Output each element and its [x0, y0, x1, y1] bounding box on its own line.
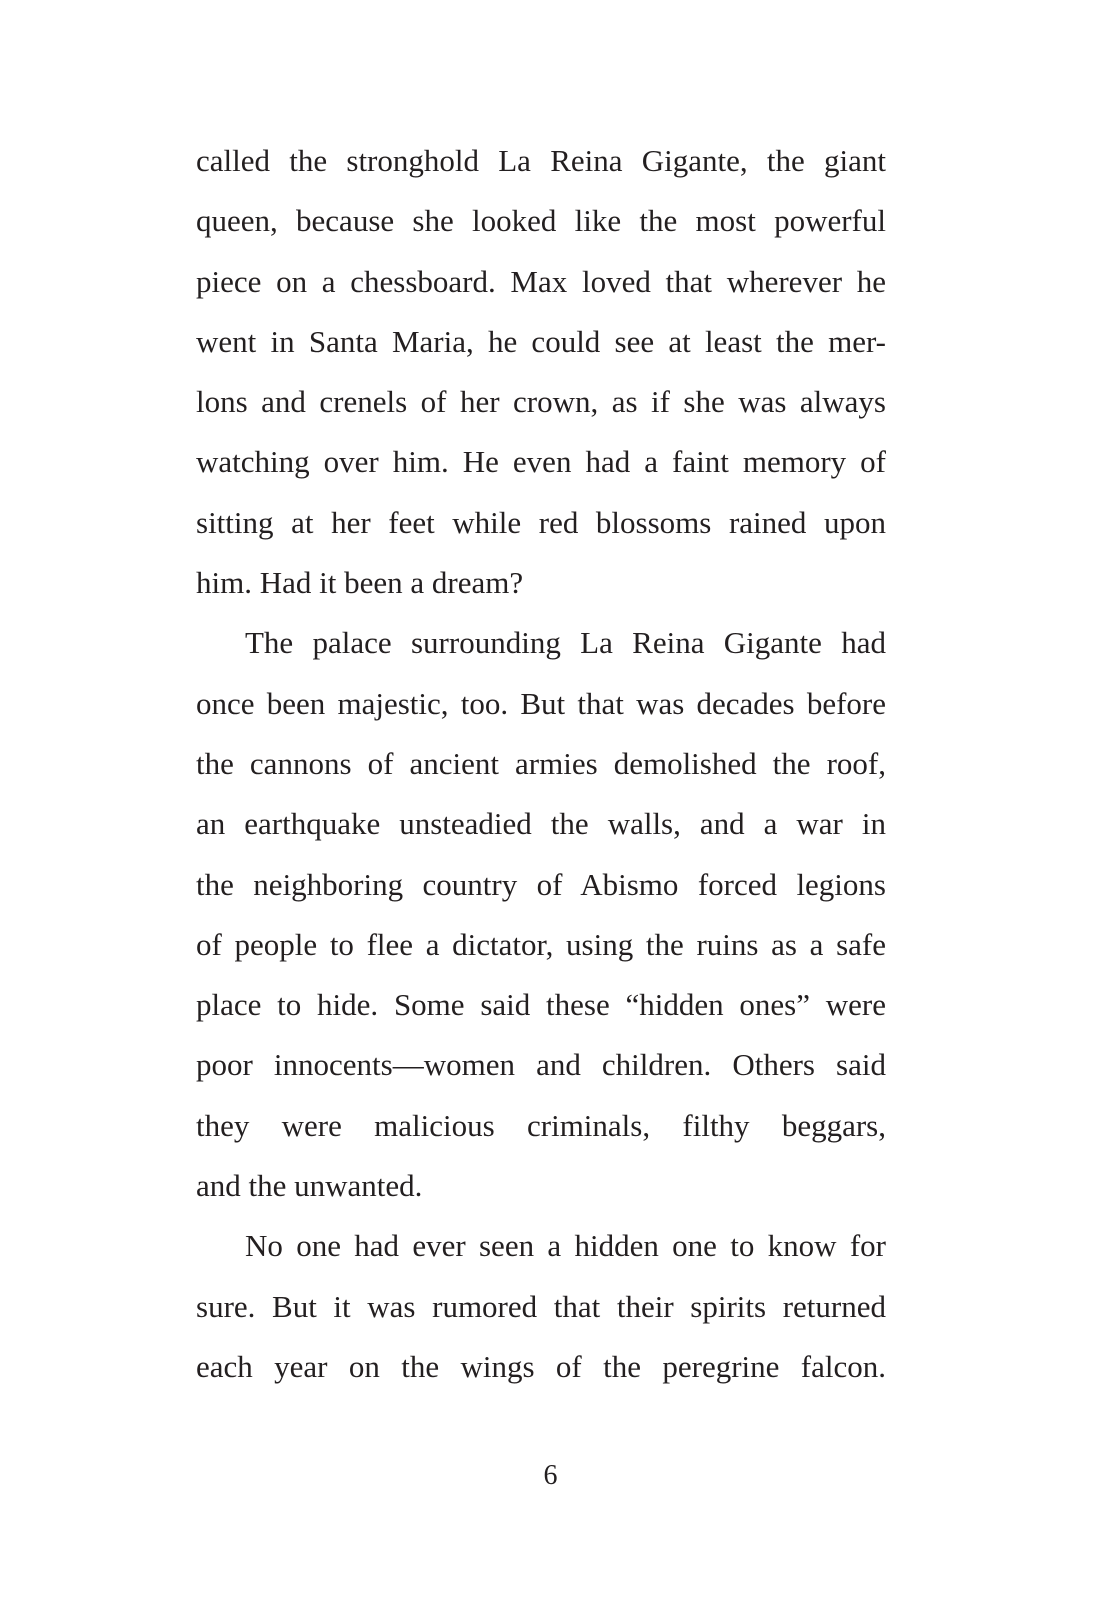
text-line: place to hide. Some said these “hidden ones” were — [196, 987, 886, 1023]
text-line: they were malicious criminals, filthy beggars, — [196, 1107, 886, 1143]
page-number: 6 — [543, 1460, 558, 1491]
text-line: No one had ever seen a hidden one to know for — [245, 1228, 886, 1264]
text-line: sitting at her feet while red blossoms rained upon — [196, 504, 886, 540]
text-line: the neighboring country of Abismo forced legions — [196, 866, 886, 902]
text-line: and the unwanted. — [196, 1168, 423, 1204]
text-line: called the stronghold La Reina Gigante, the giant — [196, 143, 886, 178]
text-line: watching over him. He even had a faint memory of — [196, 444, 886, 480]
text-line: poor innocents—women and children. Others said — [196, 1047, 886, 1083]
text-line: each year on the wings of the peregrine falcon. — [196, 1348, 886, 1384]
body-text — [196, 131, 886, 1397]
text-line: sure. But it was rumored that their spirits returned — [196, 1288, 886, 1324]
text-line: an earthquake unsteadied the walls, and a war in — [196, 806, 886, 842]
text-line: piece on a chessboard. Max loved that wherever he — [196, 263, 886, 299]
text-line: queen, because she looked like the most powerful — [196, 203, 886, 239]
text-line: of people to flee a dictator, using the ruins as a safe — [196, 926, 886, 962]
text-line: once been majestic, too. But that was decades before — [196, 685, 886, 721]
text-line: the cannons of ancient armies demolished the roof, — [196, 745, 886, 781]
text-line: him. Had it been a dream? — [196, 565, 524, 601]
text-line: The palace surrounding La Reina Gigante had — [245, 625, 886, 661]
text-line: went in Santa Maria, he could see at least the mer- — [196, 323, 886, 359]
text-line: lons and crenels of her crown, as if she was always — [196, 384, 886, 420]
